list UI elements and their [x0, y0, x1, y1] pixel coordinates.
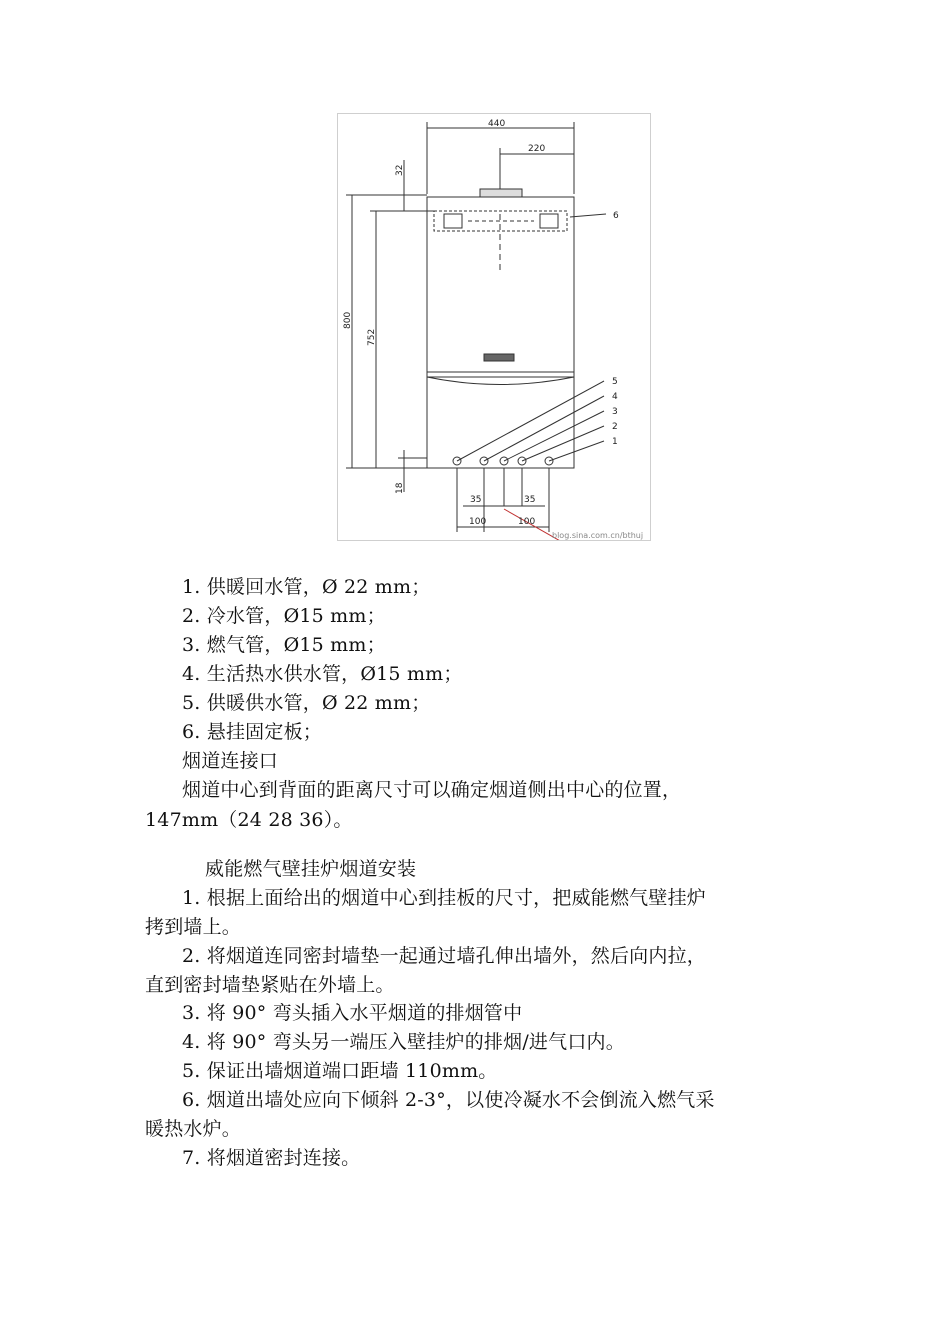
flue-text-line-1: 烟道中心到背面的距离尺寸可以确定烟道侧出中心的位置，: [182, 779, 682, 801]
step-1-line-2: 拷到墙上。: [145, 916, 242, 938]
step-4: 4. 将 90° 弯头另一端压入壁挂炉的排烟/进气口内。: [182, 1031, 625, 1053]
pipe-item-5: 5. 供暖供水管，Ø 22 mm；: [182, 692, 431, 714]
pipe-item-1: 1. 供暖回水管，Ø 22 mm；: [182, 576, 431, 598]
dim-width-label: 440: [488, 119, 506, 129]
step-2-line-2: 直到密封墙垫紧贴在外墙上。: [145, 974, 395, 996]
step-6-line-1: 6. 烟道出墙处应向下倾斜 2-3°，以使冷凝水不会倒流入燃气采: [182, 1089, 715, 1111]
pipe-item-6: 6. 悬挂固定板；: [182, 721, 322, 743]
boiler-diagram-svg: [338, 114, 650, 540]
flue-heading: 烟道连接口: [182, 750, 279, 772]
step-3: 3. 将 90° 弯头插入水平烟道的排烟管中: [182, 1002, 523, 1024]
step-7: 7. 将烟道密封连接。: [182, 1147, 361, 1169]
step-1-line-1: 1. 根据上面给出的烟道中心到挂板的尺寸，把威能燃气壁挂炉: [182, 887, 706, 909]
dim-100-left-label: 100: [469, 517, 487, 527]
callout-2: 2: [612, 422, 618, 432]
dim-35-right-label: 35: [524, 495, 536, 505]
callout-5: 5: [612, 377, 618, 387]
dim-half-label: 220: [528, 144, 546, 154]
dim-top-label: 32: [395, 164, 405, 176]
install-title: 威能燃气壁挂炉烟道安装: [205, 858, 417, 880]
step-5: 5. 保证出墙烟道端口距墙 110mm。: [182, 1060, 498, 1082]
dim-100-right-label: 100: [518, 517, 536, 527]
pipe-item-2: 2. 冷水管，Ø15 mm；: [182, 605, 386, 627]
dim-body-height-label: 752: [367, 328, 377, 346]
pipe-item-4: 4. 生活热水供水管，Ø15 mm；: [182, 663, 463, 685]
flue-text-line-2: 147mm（24 28 36）。: [145, 809, 353, 831]
dim-bottom-label: 18: [395, 482, 405, 494]
dim-35-left-label: 35: [470, 495, 482, 505]
callout-6: 6: [613, 211, 619, 221]
boiler-dimension-drawing: [337, 113, 651, 541]
callout-3: 3: [612, 407, 618, 417]
callout-4: 4: [612, 392, 618, 402]
dim-total-height-label: 800: [343, 311, 353, 329]
step-6-line-2: 暖热水炉。: [145, 1118, 242, 1140]
callout-1: 1: [612, 437, 618, 447]
step-2-line-1: 2. 将烟道连同密封墙垫一起通过墙孔伸出墙外，然后向内拉，: [182, 945, 706, 967]
pipe-item-3: 3. 燃气管，Ø15 mm；: [182, 634, 386, 656]
watermark-text: blog.sina.com.cn/bthuj: [552, 531, 644, 540]
